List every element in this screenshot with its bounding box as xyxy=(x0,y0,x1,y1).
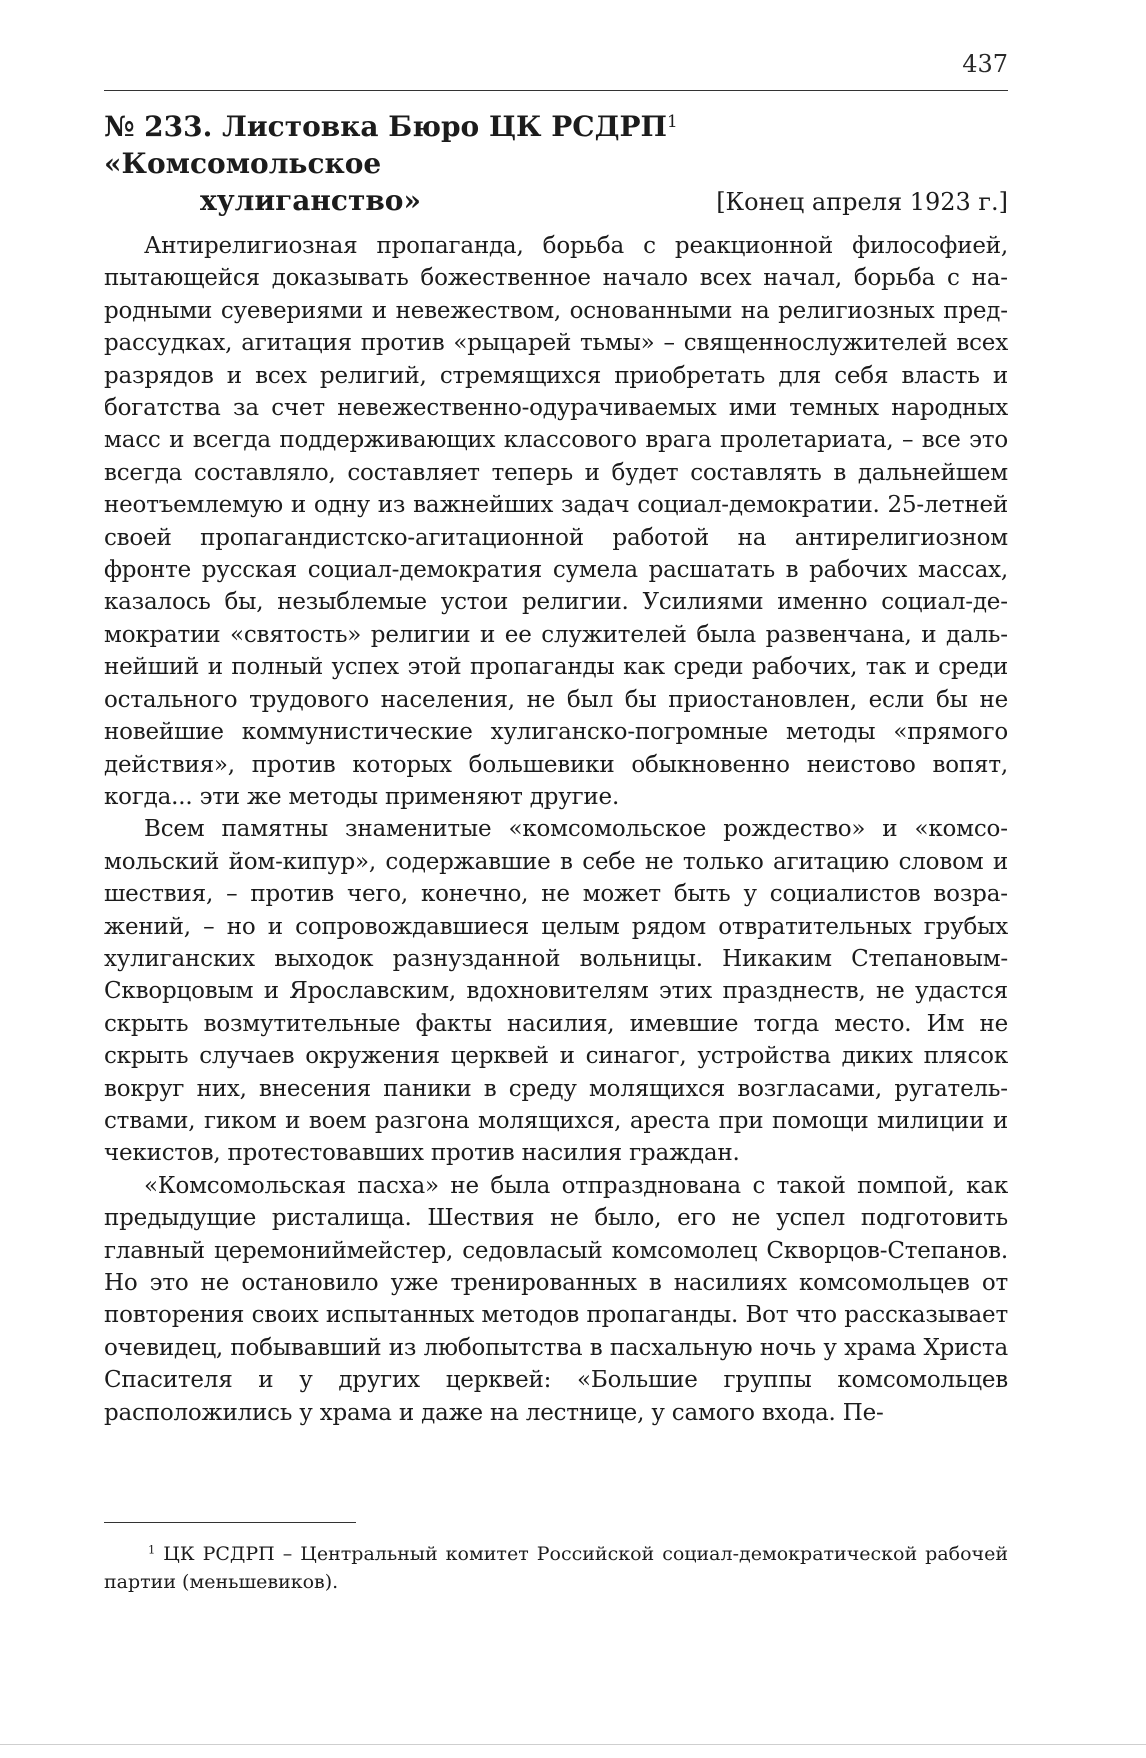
title-line-2: хулиганство» xyxy=(200,184,421,217)
document-number: № 233. xyxy=(104,110,213,143)
title-rest: «Комсомольское xyxy=(104,147,382,180)
paragraph-3: «Комсомольская пасха» не была отпразднована с такой помпой, как предыдущие ристалища. Шествия не было, его не успел подготовить главный церемониймейстер, седовласый комсомолец Скворцов-Степанов. Но это не остановило уже тренированных в насилиях комсомольцев от повторения своих испытанных методов пропаганды. Вот что рассказывает очевидец, побывавший из любопытства в пасхальную ночь у храма Христа Спасителя и у других церквей: «Большие группы комсомольцев расположились у храма и даже на лестнице, у самого входа. Пе- xyxy=(104,1172,1008,1426)
page-bottom-edge xyxy=(0,1744,1146,1745)
document-date: [Конец апреля 1923 г.] xyxy=(716,188,1008,216)
footnote xyxy=(104,1540,1008,1596)
footnote-text: ЦК РСДРП – Центральный комитет Российской социал-демократической рабочей партии (меньшевиков). xyxy=(104,1543,1008,1593)
footnote-marker: 1 xyxy=(148,1542,156,1557)
page-number: 437 xyxy=(962,50,1008,78)
title-main: Листовка Бюро ЦК РСДРП xyxy=(222,110,667,143)
footnote-rule xyxy=(104,1522,356,1523)
footnote-reference[interactable]: 1 xyxy=(666,110,678,131)
top-rule xyxy=(104,90,1008,91)
paragraph-1: Антирелигиозная пропаганда, борьба с реакционной философией, пытающейся доказывать божественное начало всех начал, борьба с народными суевериями и невежеством, основанными на религиозных предрассудках, агитация против «рыцарей тьмы» – священнослужителей всех разрядов и всех религий, стремящихся приобретать для себя власть и богатства за счет невежественно-одурачиваемых ими темных народных масс и всегда поддерживающих классового врага пролетариата, – все это всегда составляло, составляет теперь и будет составлять в дальнейшем неотъемлемую и одну из важнейших задач социал-демократии. 25-летней своей пропагандистско-агитационной работой на антирелигиозном фронте русская социал-демократия сумела расшатать в рабочих массах, казалось бы, незыблемые устои религии. Усилиями именно социал-демократии «святость» религии и ее служителей была развенчана, и дальнейший и полный успех этой пропаганды как среди рабочих, так и среди остального трудового населения, не был бы приостановлен, если бы не новейшие коммунистические хулиганско-погромные методы «прямого действия», против которых большевики обыкновенно неистово вопят, когда... эти же методы применяют другие. xyxy=(104,233,1008,810)
body-text xyxy=(104,230,1008,1429)
paragraph-2: Всем памятны знаменитые «комсомольское рождество» и «комсомольский йом-кипур», содержавшие в себе не только агитацию словом и шествия, – против чего, конечно, не может быть у социалистов возражений, – но и сопровождавшиеся целым рядом отвратительных грубых хулиганских выходок разнузданной вольницы. Никаким Степановым-Скворцовым и Ярославским, вдохновителям этих празднеств, не удастся скрыть возмутительные факты насилия, имевшие тогда место. Им не скрыть случаев окружения церквей и синагог, устройства диких плясок вокруг них, внесения паники в среду молящихся возгласами, ругательствами, гиком и воем разгона молящихся, ареста при помощи милиции и чекистов, протестовавших против насилия граждан. xyxy=(104,816,1008,1167)
